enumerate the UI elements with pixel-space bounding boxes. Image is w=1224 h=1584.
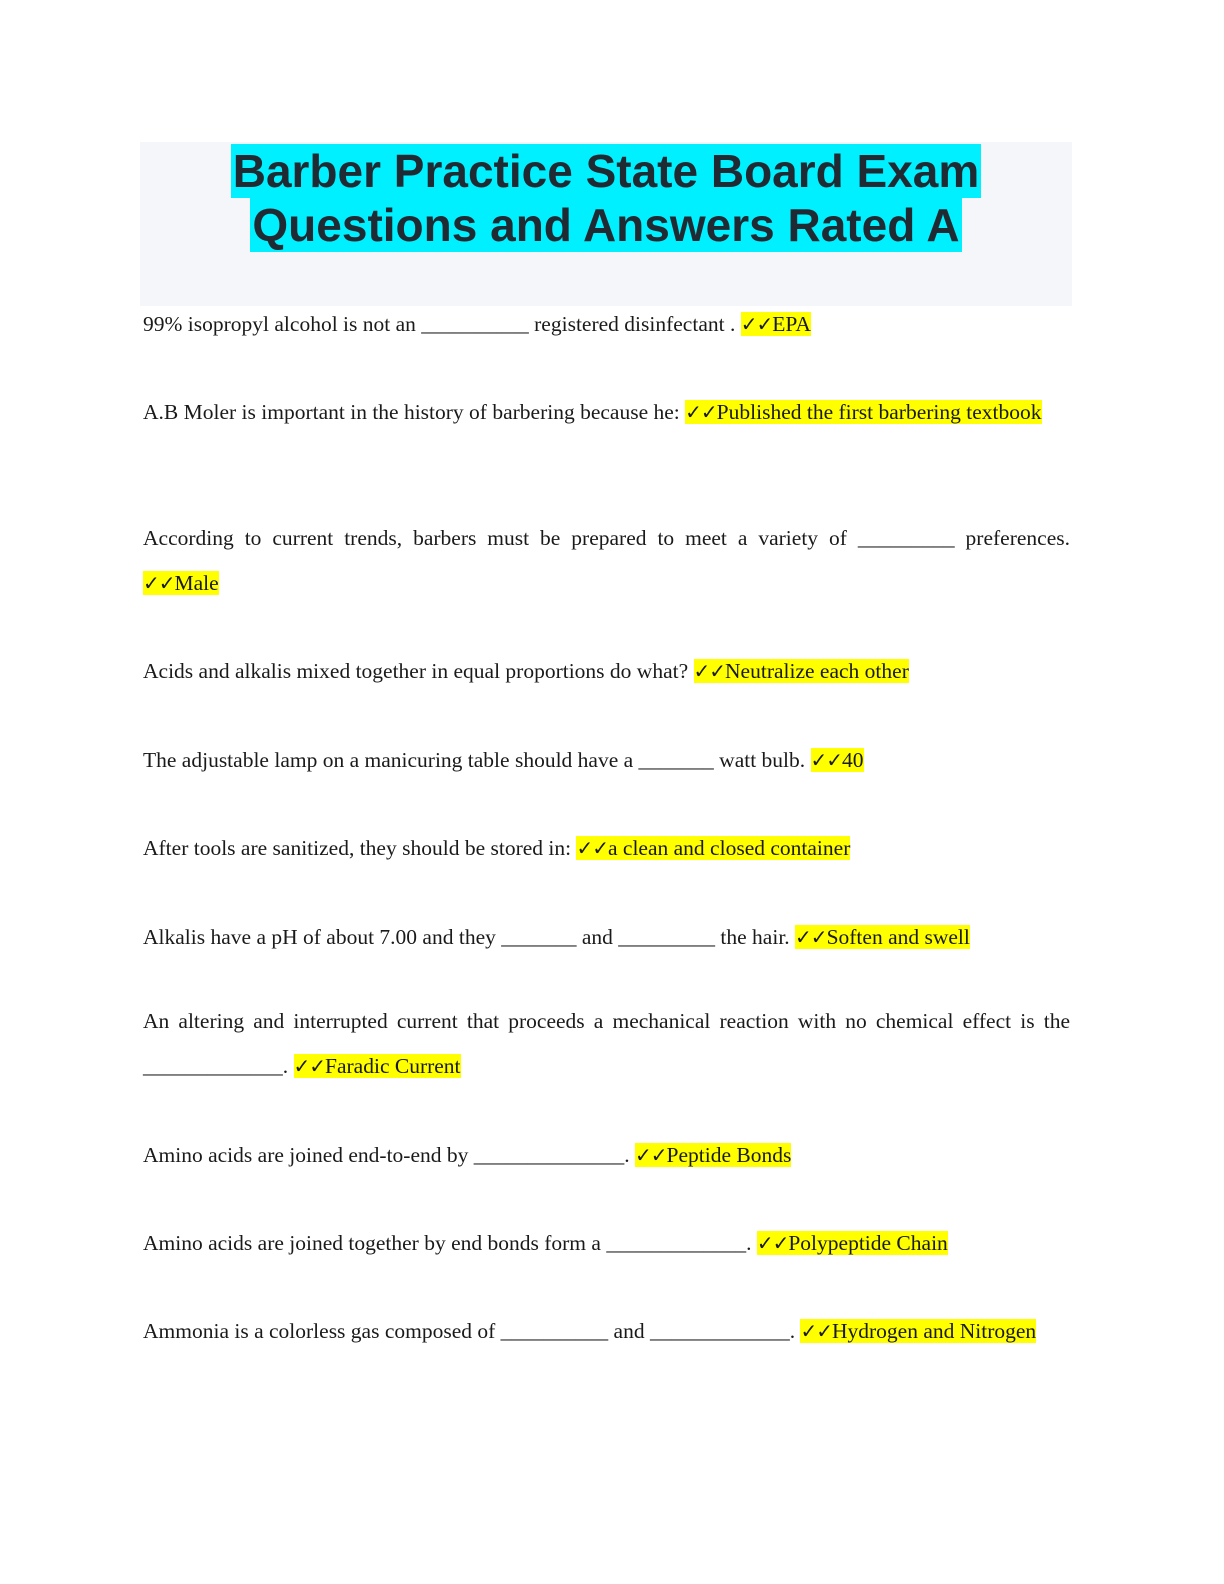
qa-item-3 — [143, 516, 1070, 606]
check-mark-icon: ✓✓ — [756, 1231, 789, 1255]
question-text: An altering and interrupted current that proceeds a mechanical reaction with no chemical effect is the _____________. — [143, 1009, 1070, 1078]
check-mark-icon: ✓✓ — [576, 836, 608, 860]
answer-text: Polypeptide Chain — [788, 1231, 948, 1255]
question-text: Amino acids are joined end-to-end by ______________. — [143, 1143, 636, 1167]
check-mark-icon: ✓✓ — [635, 1143, 667, 1167]
answer-text: Soften and swell — [826, 925, 970, 949]
question-text: Acids and alkalis mixed together in equal proportions do what? — [143, 659, 694, 683]
answer-text: Published the first barbering textbook — [716, 400, 1042, 424]
question-text: Amino acids are joined together by end bonds form a _____________. — [143, 1231, 757, 1255]
answer-text: Neutralize each other — [725, 659, 909, 683]
check-mark-icon: ✓✓ — [740, 312, 773, 336]
qa-item-1 — [143, 302, 1070, 347]
qa-item-2 — [143, 390, 1070, 435]
qa-item-4 — [143, 649, 1070, 694]
qa-item-11 — [143, 1309, 1070, 1354]
check-mark-icon: ✓✓ — [795, 925, 827, 949]
answer-text: Hydrogen and Nitrogen — [831, 1319, 1037, 1343]
check-mark-icon: ✓✓ — [143, 571, 175, 595]
answer-highlight — [576, 836, 850, 860]
answer-text: Faradic Current — [325, 1054, 461, 1078]
answer-highlight — [811, 748, 864, 772]
answer-text: Male — [174, 571, 219, 595]
answer-highlight — [685, 400, 1041, 424]
answer-highlight — [741, 312, 811, 336]
answer-text: 40 — [842, 748, 864, 772]
check-mark-icon: ✓✓ — [693, 659, 726, 683]
answer-highlight — [294, 1054, 461, 1078]
question-text: A.B Moler is important in the history of barbering because he: — [143, 400, 686, 424]
answer-highlight — [694, 659, 909, 683]
answer-highlight — [795, 925, 970, 949]
document-title-box — [140, 142, 1072, 306]
question-text: 99% isopropyl alcohol is not an __________ registered disinfectant . — [143, 312, 741, 336]
answer-text: EPA — [772, 312, 811, 336]
check-mark-icon: ✓✓ — [800, 1319, 832, 1343]
answer-highlight — [635, 1143, 791, 1167]
document-title-line-2: Questions and Answers Rated A — [252, 199, 960, 251]
check-mark-icon: ✓✓ — [685, 400, 717, 424]
qa-item-7 — [143, 915, 1070, 960]
answer-text: Peptide Bonds — [666, 1143, 792, 1167]
qa-item-9 — [143, 1133, 1070, 1178]
question-text: According to current trends, barbers must be prepared to meet a variety of _________ preferences. — [143, 526, 1070, 550]
question-text: Alkalis have a pH of about 7.00 and they _______ and _________ the hair. — [143, 925, 796, 949]
answer-highlight — [800, 1319, 1036, 1343]
qa-item-5 — [143, 738, 1070, 783]
qa-item-8 — [143, 999, 1070, 1089]
qa-item-6 — [143, 826, 1070, 871]
qa-item-10 — [143, 1221, 1070, 1266]
check-mark-icon: ✓✓ — [293, 1054, 326, 1078]
answer-highlight — [757, 1231, 948, 1255]
question-text: After tools are sanitized, they should be stored in: — [143, 836, 577, 860]
question-text: Ammonia is a colorless gas composed of __________ and _____________. — [143, 1319, 801, 1343]
question-text: The adjustable lamp on a manicuring table should have a _______ watt bulb. — [143, 748, 811, 772]
document-title-line-1: Barber Practice State Board Exam — [232, 145, 980, 197]
answer-text: a clean and closed container — [608, 836, 851, 860]
check-mark-icon: ✓✓ — [810, 748, 843, 772]
answer-highlight — [143, 571, 219, 595]
